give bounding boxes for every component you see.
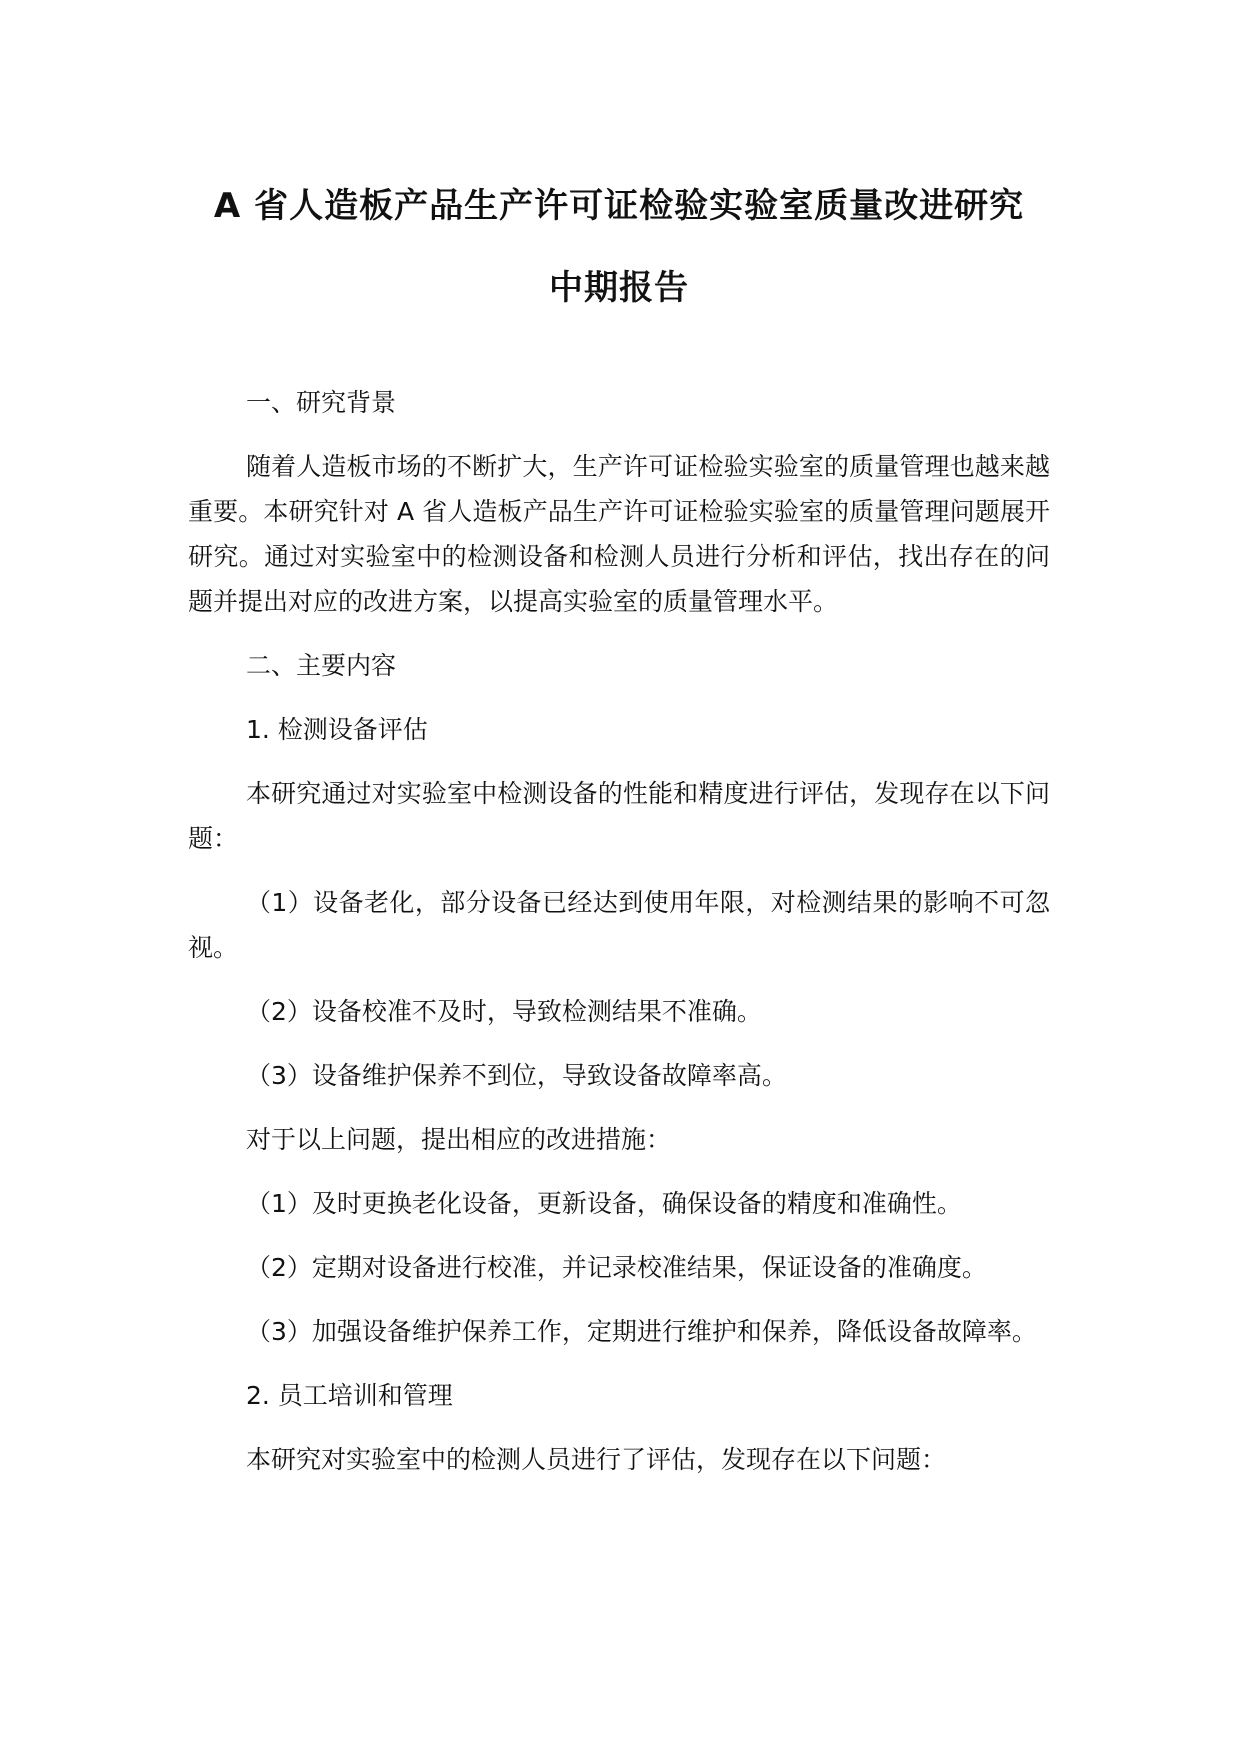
paragraph-staff-intro: 本研究对实验室中的检测人员进行了评估，发现存在以下问题： — [246, 1445, 947, 1474]
subsection-heading-staff: 2. 员工培训和管理 — [246, 1381, 453, 1410]
list-item-measure-1: （1）及时更换老化设备，更新设备，确保设备的精度和准确性。 — [246, 1189, 962, 1218]
list-item-problem-3: （3）设备维护保养不到位，导致设备故障率高。 — [246, 1061, 787, 1090]
list-item-problem-2: （2）设备校准不及时，导致检测结果不准确。 — [246, 997, 762, 1026]
list-item-measure-3: （3）加强设备维护保养工作，定期进行维护和保养，降低设备故障率。 — [246, 1317, 1037, 1346]
paragraph-background: 随着人造板市场的不断扩大，生产许可证检验实验室的质量管理也越来越重要。本研究针对 A 省人造板产品生产许可证检验实验室的质量管理问题展开研究。通过对实验室中的检测设备和检测人员进行分析和评估，找出存在的问题并提出对应的改进方案，以提高实验室的质量管理水平。 — [188, 452, 1050, 616]
section-heading-main-content: 二、主要内容 — [246, 651, 397, 680]
document-title-line2: 中期报告 — [549, 268, 689, 308]
section-heading-background: 一、研究背景 — [246, 388, 397, 417]
document-title-line1: A 省人造板产品生产许可证检验实验室质量改进研究 — [213, 186, 1025, 226]
list-item-measure-2: （2）定期对设备进行校准，并记录校准结果，保证设备的准确度。 — [246, 1253, 987, 1282]
paragraph-equipment-intro: 本研究通过对实验室中检测设备的性能和精度进行评估，发现存在以下问题： — [188, 779, 1050, 853]
subsection-heading-equipment: 1. 检测设备评估 — [246, 715, 428, 744]
document-body — [188, 380, 1050, 1482]
list-item-problem-1: （1）设备老化，部分设备已经达到使用年限，对检测结果的影响不可忽视。 — [188, 888, 1050, 962]
paragraph-measures-intro: 对于以上问题，提出相应的改进措施： — [246, 1125, 672, 1154]
